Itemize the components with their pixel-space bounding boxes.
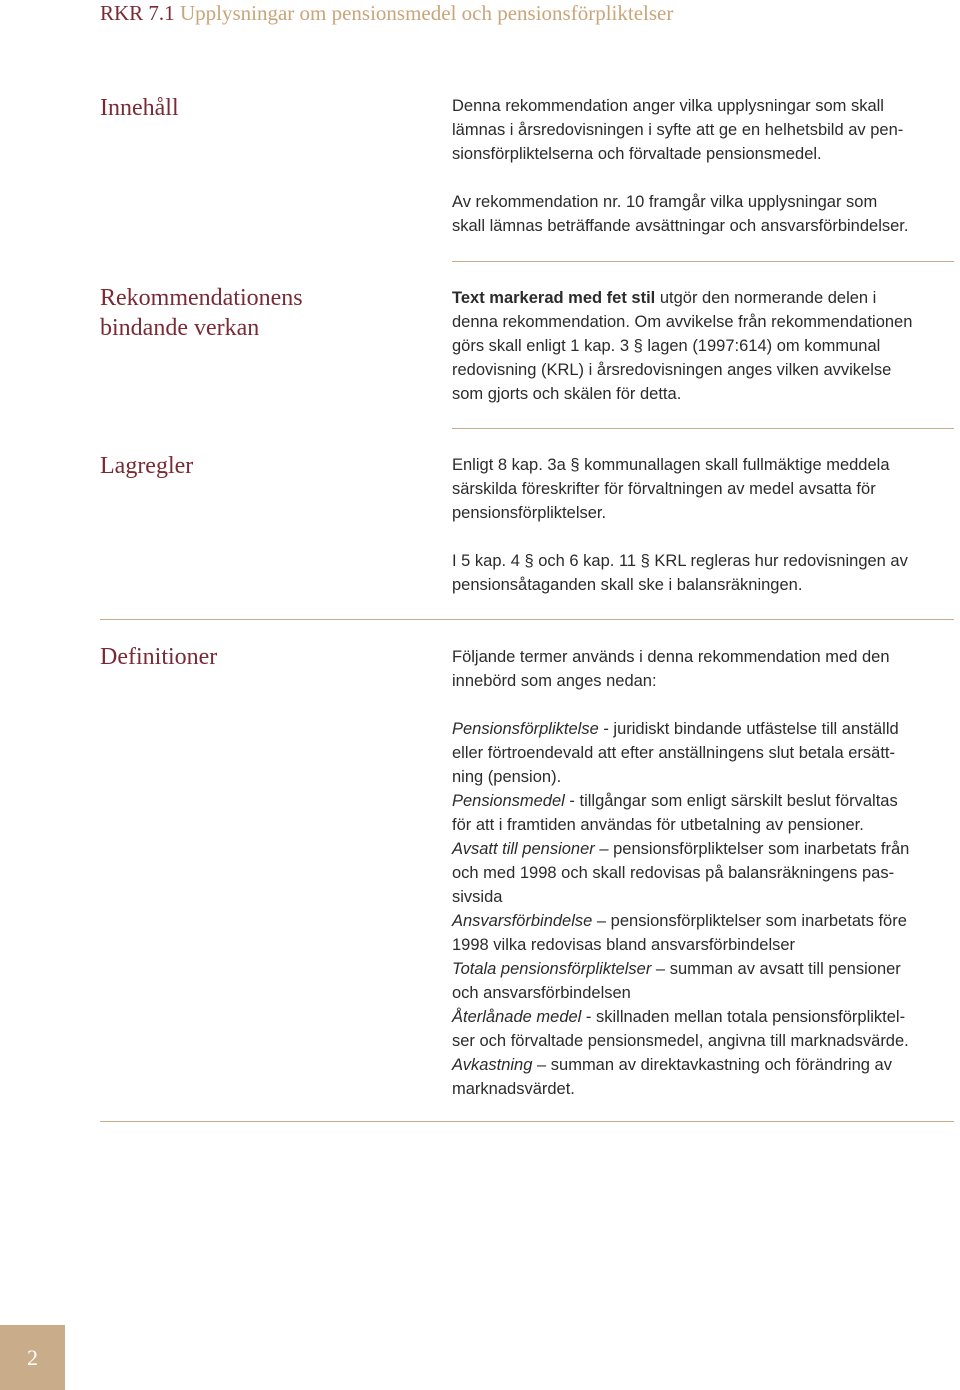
page-number-box — [0, 1325, 65, 1390]
text-line: särskilda föreskrifter för förvaltningen av medel avsatta för — [452, 480, 876, 498]
bold-lead-text: Text markerad med fet stil — [452, 289, 656, 307]
text-line: Enligt 8 kap. 3a § kommunallagen skall fullmäktige meddela — [452, 456, 890, 474]
document-title: Upplysningar om pensionsmedel och pensionsförpliktelser — [179, 1, 674, 25]
definition-line: Avsatt till pensioner – pensionsförpliktelser som inarbetats från — [452, 840, 910, 858]
innehall-paragraph-1 — [452, 94, 960, 166]
definition-term: Återlånade medel — [452, 1008, 582, 1026]
definition-line: ning (pension). — [452, 768, 562, 786]
lagregler-paragraph-1 — [452, 453, 960, 525]
definition-line: Pensionsmedel - tillgångar som enligt särskilt beslut förvaltas — [452, 792, 898, 810]
text-line: denna rekommendation. Om avvikelse från rekommendationen — [452, 313, 913, 331]
divider — [100, 619, 954, 620]
bindande-paragraph — [452, 286, 960, 406]
definitions-list — [452, 717, 960, 1101]
text-line: utgör den normerande delen i — [655, 289, 877, 307]
definition-term: Avsatt till pensioner — [452, 840, 595, 858]
definition-term: Pensionsmedel — [452, 792, 565, 810]
text-line: I 5 kap. 4 § och 6 kap. 11 § KRL regleras hur redovisningen av — [452, 552, 908, 570]
page-number: 2 — [27, 1344, 38, 1370]
document-code: RKR 7.1 — [100, 1, 175, 25]
lagregler-paragraph-2 — [452, 549, 960, 597]
definition-term: Pensionsförpliktelse — [452, 720, 599, 738]
text-line: redovisning (KRL) i årsredovisningen anges vilken avvikelse — [452, 361, 892, 379]
definition-line: 1998 vilka redovisas bland ansvarsförbindelser — [452, 936, 796, 954]
definition-line: sivsida — [452, 888, 503, 906]
definition-line: Avkastning – summan av direktavkastning och förändring av — [452, 1056, 892, 1074]
divider — [452, 428, 954, 429]
definition-line: och med 1998 och skall redovisas på balansräkningens pas- — [452, 864, 895, 882]
definition-line: eller förtroendevald att efter anställningens slut betala ersätt- — [452, 744, 896, 762]
section-title-bindande-verkan — [100, 283, 420, 343]
definition-line: marknadsvärdet. — [452, 1080, 575, 1098]
text-line: Denna rekommendation anger vilka upplysningar som skall — [452, 97, 884, 115]
text-line: görs skall enligt 1 kap. 3 § lagen (1997:614) om kommunal — [452, 337, 881, 355]
definitioner-body — [452, 645, 960, 1101]
section-title-lagregler: Lagregler — [100, 453, 194, 479]
divider — [100, 1121, 954, 1122]
definition-line: Pensionsförpliktelse - juridiskt bindande utfästelse till anställd — [452, 720, 899, 738]
text-line: sionsförpliktelserna och förvaltade pensionsmedel. — [452, 145, 822, 163]
definition-line: ser och förvaltade pensionsmedel, angivna till marknadsvärde. — [452, 1032, 909, 1050]
text-line: lämnas i årsredovisningen i syfte att ge en helhetsbild av pen- — [452, 121, 904, 139]
innehall-paragraph-2 — [452, 190, 960, 238]
definition-term: Avkastning — [452, 1056, 533, 1074]
section-title-innehall: Innehåll — [100, 95, 179, 121]
text-line: pensionsåtaganden skall ske i balansräkningen. — [452, 576, 803, 594]
bindande-body — [452, 286, 960, 406]
title-line: Rekommendationens — [100, 285, 303, 311]
definition-term: Ansvarsförbindelse — [452, 912, 593, 930]
text-line: innebörd som anges nedan: — [452, 672, 657, 690]
text-line: skall lämnas beträffande avsättningar och ansvarsförbindelser. — [452, 217, 909, 235]
definition-line: och ansvarsförbindelsen — [452, 984, 631, 1002]
page-header — [100, 0, 673, 26]
text-line: pensionsförpliktelser. — [452, 504, 607, 522]
text-line: Följande termer används i denna rekommendation med den — [452, 648, 890, 666]
section-title-definitioner: Definitioner — [100, 644, 218, 670]
definitioner-intro — [452, 645, 960, 693]
divider — [452, 261, 954, 262]
lagregler-body — [452, 453, 960, 597]
text-line: Av rekommendation nr. 10 framgår vilka upplysningar som — [452, 193, 878, 211]
definition-line: för att i framtiden användas för utbetalning av pensioner. — [452, 816, 864, 834]
definition-line: Återlånade medel - skillnaden mellan totala pensionsförpliktel- — [452, 1008, 906, 1026]
innehall-body — [452, 94, 960, 238]
definition-line: Totala pensionsförpliktelser – summan av avsatt till pensioner — [452, 960, 901, 978]
title-line: bindande verkan — [100, 315, 260, 341]
text-line: som gjorts och skälen för detta. — [452, 385, 682, 403]
definition-term: Totala pensionsförpliktelser — [452, 960, 652, 978]
definition-line: Ansvarsförbindelse – pensionsförpliktelser som inarbetats före — [452, 912, 907, 930]
